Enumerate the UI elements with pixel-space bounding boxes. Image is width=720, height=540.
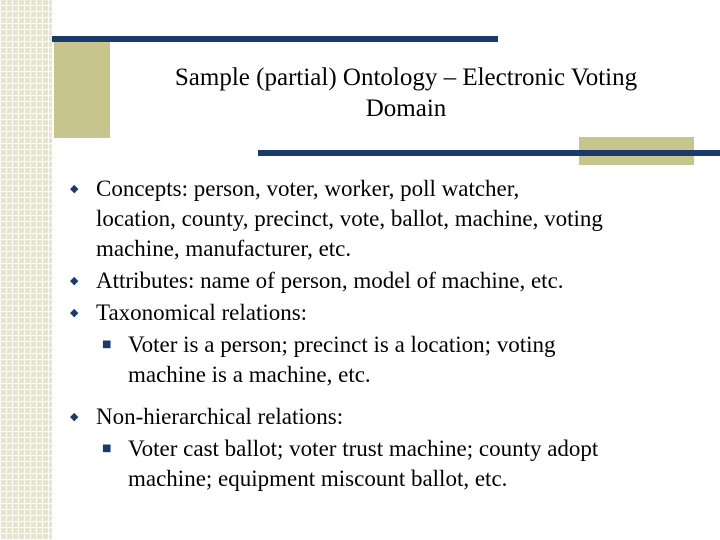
diamond-bullet-icon: ◆ <box>70 274 79 287</box>
bullet-line: Concepts: person, voter, worker, poll watcher, <box>96 176 520 201</box>
slide-body <box>70 174 700 498</box>
bullet-attributes <box>70 266 700 296</box>
square-bullet-icon: ■ <box>102 339 112 350</box>
top-rule <box>52 36 498 42</box>
sub-bullet-line: Voter cast ballot; voter trust machine; county adopt <box>128 436 599 461</box>
square-bullet-icon: ■ <box>102 443 112 454</box>
diamond-bullet-icon: ◆ <box>70 306 79 319</box>
sub-bullet-line: machine is a machine, etc. <box>128 362 371 387</box>
slide-title <box>112 62 700 124</box>
bottom-rule <box>258 150 720 156</box>
bullet-non-hierarchical <box>70 402 700 432</box>
title-line-2: Domain <box>365 95 447 122</box>
title-line-1: Sample (partial) Ontology – Electronic Voting <box>174 64 638 91</box>
sub-bullet-line: Voter is a person; precinct is a location; voting <box>128 332 556 357</box>
bullet-taxonomical <box>70 298 700 328</box>
bullet-line: Attributes: name of person, model of machine, etc. <box>96 268 564 293</box>
bullet-line: machine, manufacturer, etc. <box>96 236 352 261</box>
sub-bullet-line: machine; equipment miscount ballot, etc. <box>128 466 508 491</box>
bullet-concepts <box>70 174 700 264</box>
title-accent-box <box>54 40 110 138</box>
bullet-line: location, county, precinct, vote, ballot, machine, voting <box>96 206 603 231</box>
bullet-line: Non-hierarchical relations: <box>96 404 344 429</box>
diamond-bullet-icon: ◆ <box>70 410 79 423</box>
sub-bullet-non-hierarchical <box>102 434 700 494</box>
diamond-bullet-icon: ◆ <box>70 182 79 195</box>
sub-bullet-taxonomical <box>102 330 700 390</box>
left-decorative-strip <box>0 0 52 540</box>
bullet-line: Taxonomical relations: <box>96 300 308 325</box>
